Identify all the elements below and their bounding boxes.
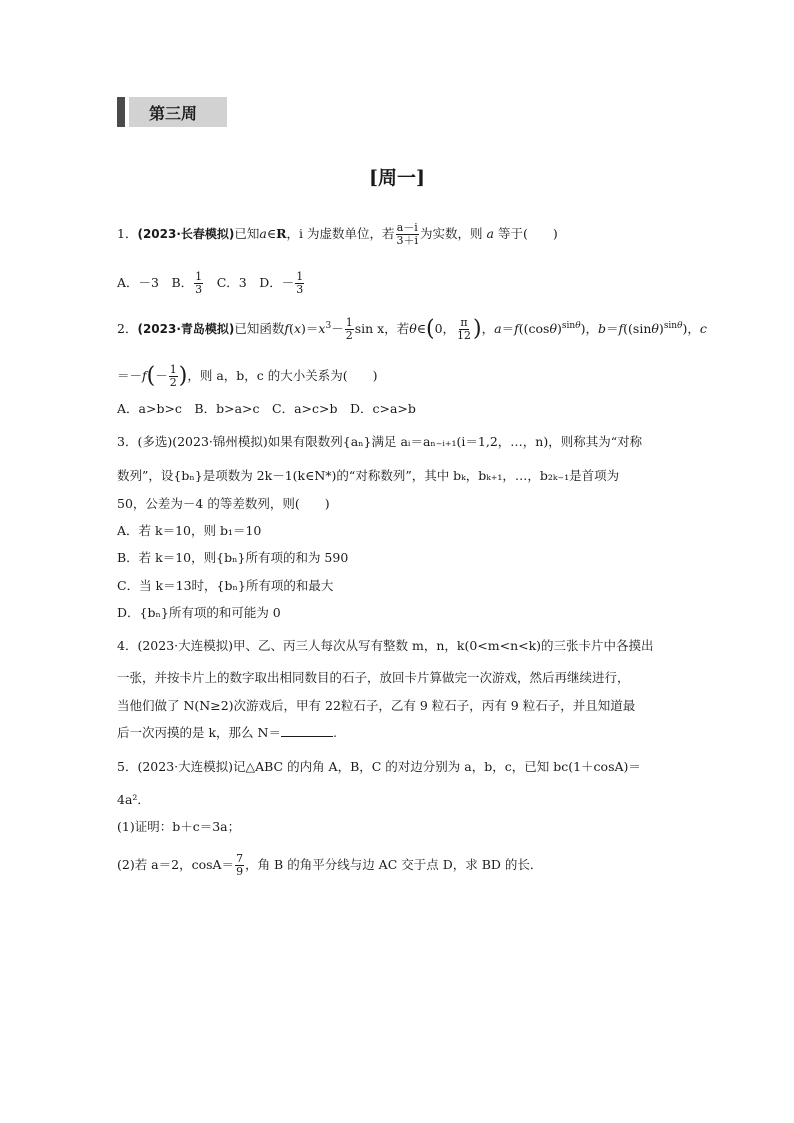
q2-stem-cont: ＝－f(－ $\frac{1}{2}$ )，则 a，b，c 的大小关系为( ) xyxy=(117,363,378,389)
day-title: [周一] xyxy=(369,167,425,189)
q3-line-2: 数列”，设{bₙ}是项数为 2k－1(k∈N*)的“对称数列”，其中 bₖ，bₖ₊₁，…，b₂ₖ₋₁是首项为 xyxy=(117,468,620,483)
q3-option-d: D．{bₙ}所有项的和可能为 0 xyxy=(117,605,281,620)
q5-part-1: (1)证明：b＋c＝3a； xyxy=(117,819,241,834)
week-header-bar xyxy=(117,97,125,127)
week-title: 第三周 xyxy=(129,97,227,127)
q1-stem: 1．(2023·长春模拟)已知a∈R，i 为虚数单位，若 $\frac{a-i}{3+i}$ 为实数，则 a 等于( ) xyxy=(117,221,558,247)
q5-line-1: 5．(2023·大连模拟)记△ABC 的内角 A，B，C 的对边分别为 a，b，c，已知 bc(1＋cosA)＝ xyxy=(117,759,641,774)
q5-part-2: (2)若 a＝2，cosA＝ $\frac{7}{9}$ ，角 B 的角平分线与边 AC 交于点 D，求 BD 的长． xyxy=(117,852,543,878)
q1-fraction: $\frac{a-i}{3+i}$ xyxy=(396,221,419,247)
q2-options: A．a>b>c B．b>a>c C．a>c>b D．c>a>b xyxy=(117,401,416,416)
q4-line-1: 4．(2023·大连模拟)甲、乙、丙三人每次从写有整数 m，n，k(0<m<n<k)的三张卡片中各摸出 xyxy=(117,638,654,653)
q3-line-1: 3．(多选)(2023·锦州模拟)如果有限数列{aₙ}满足 aᵢ＝aₙ₋ᵢ₊₁(i＝1,2，…，n)，则称其为“对称 xyxy=(117,434,643,449)
q2-stem: 2．(2023·青岛模拟)已知函数$f(x)=x^3-$ $\frac{1}{2}$ sin x，若θ∈(0， $\frac{\pi}{12}$ )，$a=f((\cos\theta)^{sin\theta})$，$b=f((\sin\theta)^{sin\theta})$，c xyxy=(117,316,707,343)
q3-option-b: B．若 k＝10，则{bₙ}所有项的和为 590 xyxy=(117,550,349,565)
q4-line-2: 一张，并按卡片上的数字取出相同数目的石子，放回卡片算做完一次游戏，然后再继续进行， xyxy=(117,670,630,685)
week-header xyxy=(117,97,227,127)
q1-options: A．－3 B． $\frac{1}{3}$ C．3 D．－ $\frac{1}{3}$ xyxy=(117,270,304,296)
q3-option-a: A．若 k＝10，则 b₁＝10 xyxy=(117,523,262,538)
q4-line-4: 后一次丙摸的是 k，那么 N＝ . xyxy=(117,725,337,740)
q3-line-3: 50，公差为－4 的等差数列，则( ) xyxy=(117,496,330,511)
q5-line-2: 4a²． xyxy=(117,792,150,807)
answer-blank xyxy=(281,724,333,737)
q3-option-c: C．当 k＝13时，{bₙ}所有项的和最大 xyxy=(117,578,334,593)
q4-line-3: 当他们做了 N(N≥2)次游戏后，甲有 22粒石子，乙有 9 粒石子，丙有 9 粒石子，并且知道最 xyxy=(117,698,636,713)
